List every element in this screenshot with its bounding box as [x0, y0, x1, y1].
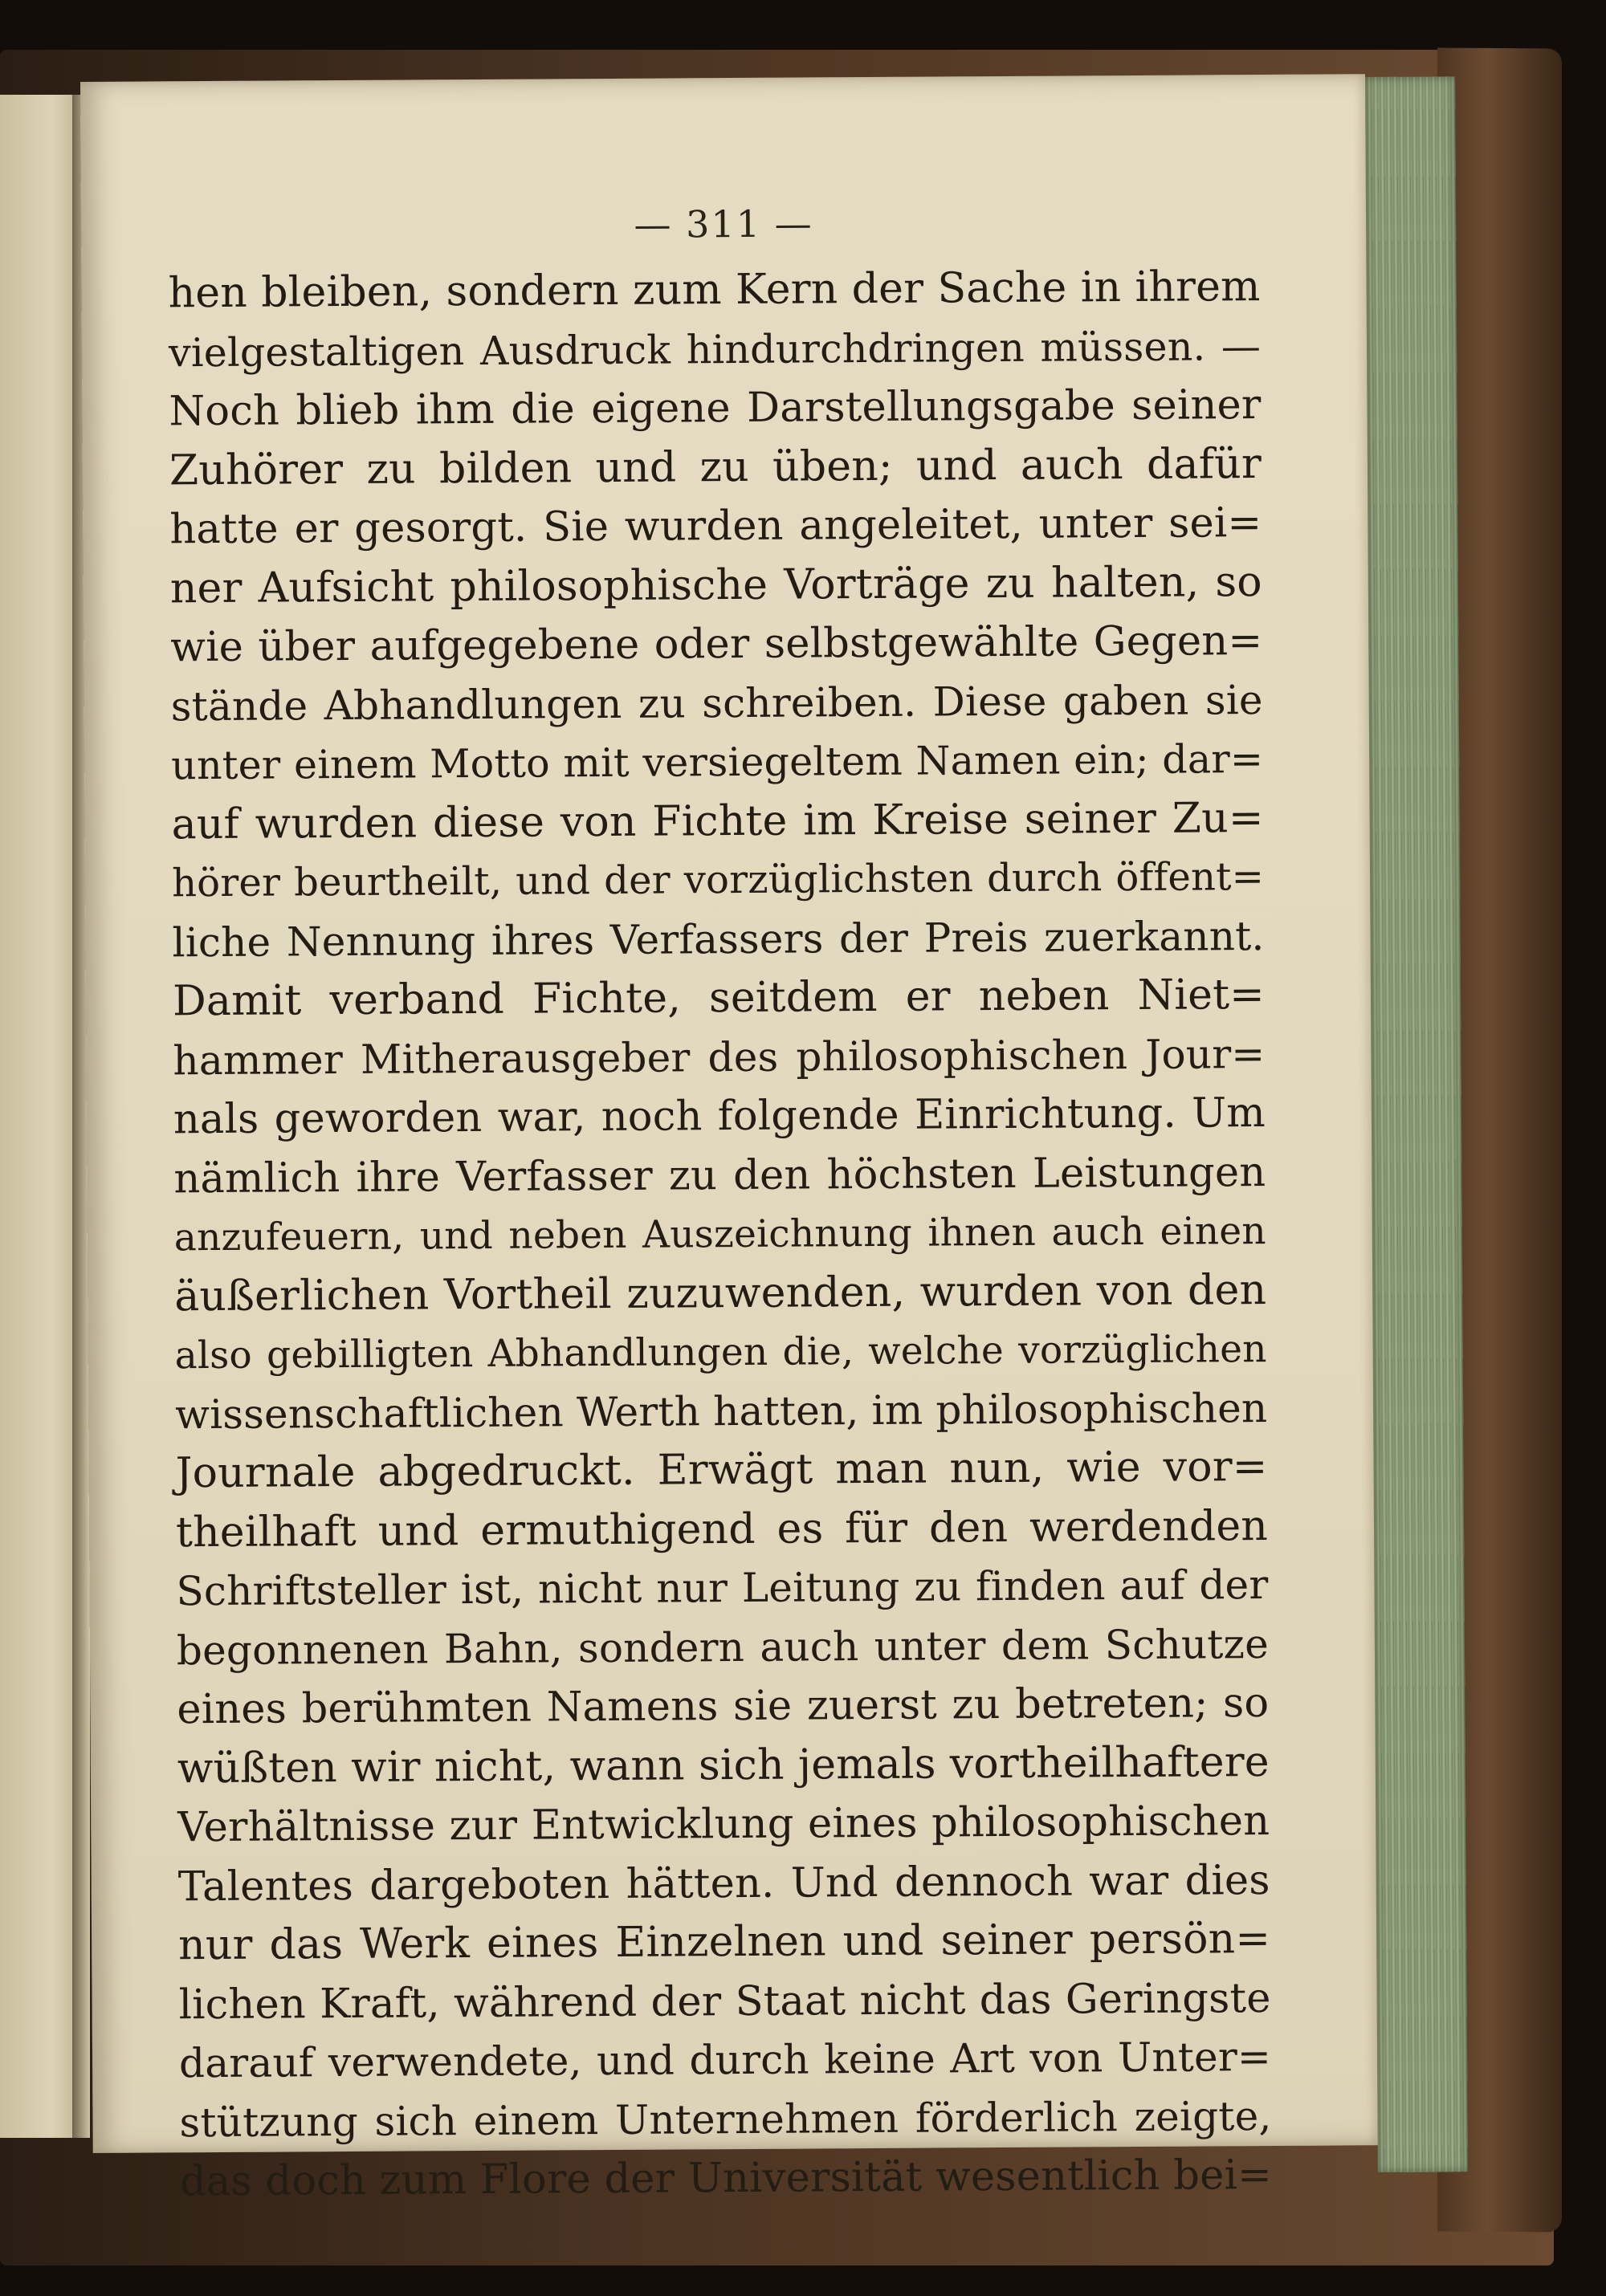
text-line: äußerlichen Vortheil zuzuwenden, wurden von den — [174, 1265, 1267, 1321]
text-line: stützung sich einem Unternehmen förderlich zeigte, — [179, 2092, 1272, 2146]
text-line: hen bleiben, sondern zum Kern der Sache in ihrem — [168, 263, 1261, 318]
text-line: vielgestaltigen Ausdruck hindurchdringen müssen. — — [168, 323, 1262, 376]
text-line: nur das Werk eines Einzelnen und seiner persön= — [177, 1914, 1271, 1970]
text-line: also gebilligten Abhandlungen die, welche vorzüglichen — [174, 1327, 1267, 1378]
text-line: auf wurden diese von Fichte im Kreise seiner Zu= — [171, 793, 1264, 849]
text-line: Zuhörer zu bilden und zu üben; und auch dafür — [169, 439, 1262, 495]
text-line: liche Nennung ihres Verfassers der Preis zuerkannt. — [172, 912, 1265, 966]
text-line: Noch blieb ihm die eigene Darstellungsgabe seiner — [169, 381, 1262, 436]
text-line: wüßten wir nicht, wann sich jemals vortheilhaftere — [177, 1737, 1270, 1793]
text-line: darauf verwendete, und durch keine Art von Unter= — [178, 2033, 1272, 2087]
text-line: Journale abgedruckt. Erwägt man nun, wie vor= — [175, 1443, 1268, 1498]
text-line: anzufeuern, und neben Auszeichnung ihnen auch einen — [173, 1209, 1266, 1260]
text-line: hörer beurtheilt, und der vorzüglichsten durch öffent= — [171, 854, 1265, 906]
text-line: ner Aufsicht philosophische Vorträge zu halten, so — [169, 557, 1263, 613]
left-page-margin — [0, 95, 77, 2138]
text-line: lichen Kraft, während der Staat nicht das Geringste — [178, 1974, 1271, 2029]
page-number: — 311 — — [634, 202, 813, 246]
book-page — [80, 74, 1378, 2206]
text-line: stände Abhandlungen zu schreiben. Diese gaben sie — [170, 676, 1263, 730]
text-line: hatte er gesorgt. Sie wurden angeleitet, unter sei= — [169, 499, 1262, 554]
page-fore-edge — [1365, 76, 1468, 2172]
text-line: Damit verband Fichte, seitdem er neben Niet= — [172, 971, 1266, 1026]
text-line: theilhaft und ermuthigend es für den werdenden — [175, 1501, 1269, 1557]
text-line: nämlich ihre Verfasser zu den höchsten Leistungen — [173, 1148, 1266, 1203]
text-line: eines berühmten Namens sie zuerst zu betreten; so — [177, 1679, 1270, 1734]
text-line: nals geworden war, noch folgende Einrichtung. Um — [173, 1089, 1266, 1144]
page-header — [81, 198, 1366, 250]
text-line: hammer Mitherausgeber des philosophischen Jour= — [173, 1030, 1266, 1084]
text-line: Verhältnisse zur Entwicklung eines philosophischen — [177, 1797, 1270, 1852]
text-line: unter einem Motto mit versiegeltem Namen ein; dar= — [171, 736, 1264, 789]
text-line: wissenschaftlichen Werth hatten, im philosophischen — [174, 1384, 1268, 1438]
text-line: Schriftsteller ist, nicht nur Leitung zu finden auf der — [176, 1561, 1269, 1615]
text-line: begonnenen Bahn, sondern auch unter dem Schutze — [176, 1620, 1270, 1674]
page-body-text — [168, 258, 1272, 2212]
text-line: Talentes dargeboten hätten. Und dennoch war dies — [177, 1856, 1270, 1911]
text-line: das doch zum Flore der Universität wesentlich bei= — [179, 2151, 1273, 2206]
text-line: wie über aufgegebene oder selbstgewählte Gegen= — [170, 617, 1263, 672]
